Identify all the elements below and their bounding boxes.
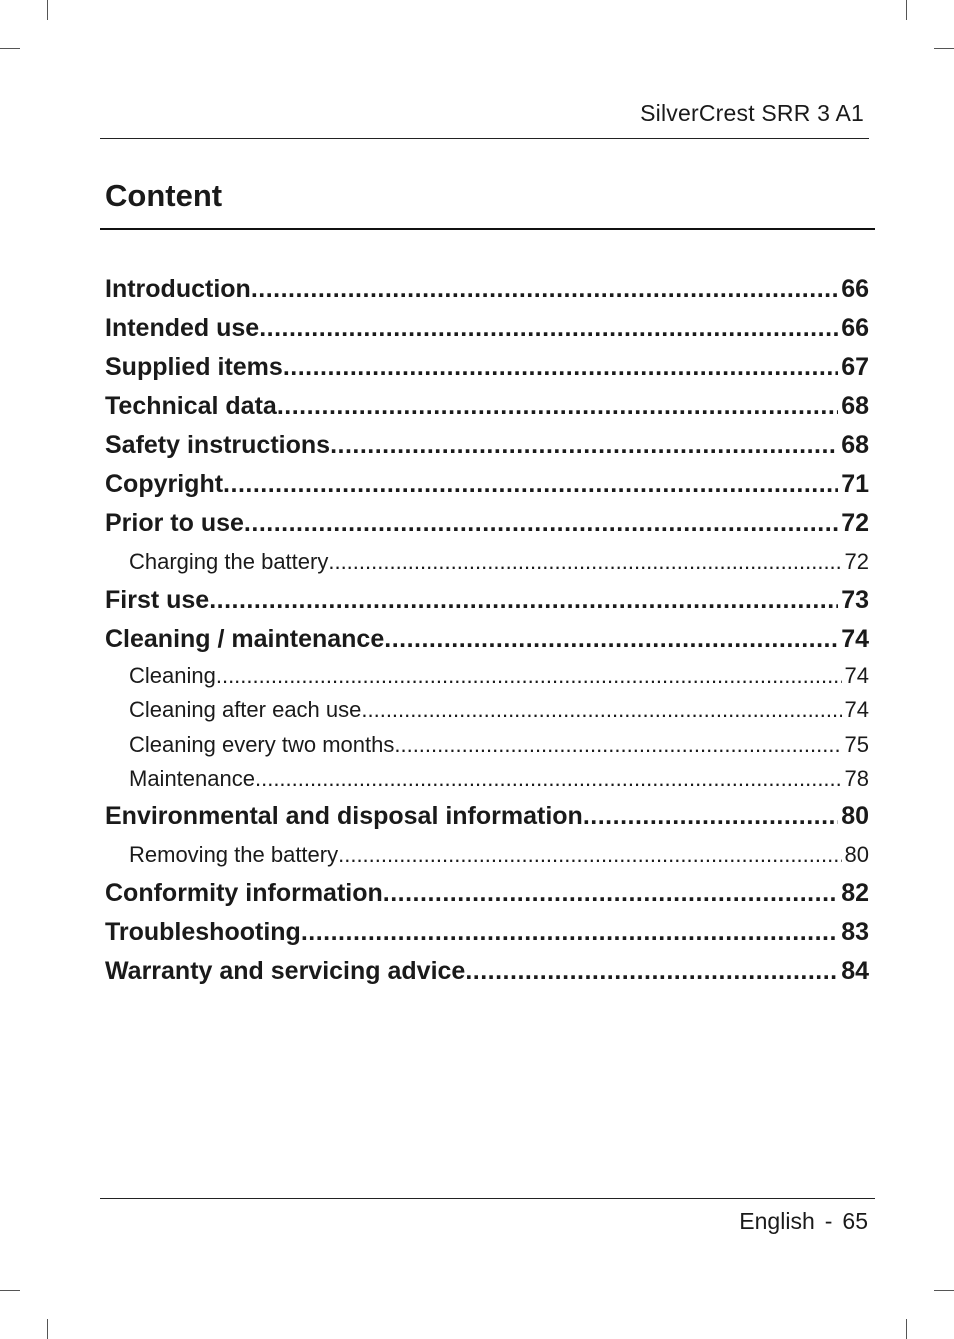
toc-entry[interactable]	[105, 426, 869, 465]
toc-entry-page: 78	[844, 766, 869, 792]
toc-subentry[interactable]	[105, 659, 869, 693]
page-title: Content	[105, 178, 223, 213]
toc-entry-page: 83	[841, 917, 869, 946]
dot-leader	[283, 348, 838, 387]
toc-entry-page: 80	[841, 801, 869, 830]
toc-entry-page: 73	[841, 586, 869, 614]
toc-subentry[interactable]	[105, 543, 869, 581]
toc-entry[interactable]	[105, 797, 869, 836]
toc-entry-label: Troubleshooting	[105, 917, 301, 946]
toc-entry-label: Introduction	[105, 275, 251, 303]
toc-entry[interactable]	[105, 504, 869, 543]
dot-leader	[244, 504, 838, 543]
toc-entry[interactable]	[105, 952, 869, 991]
toc-entry-label: Conformity information	[105, 878, 383, 907]
dot-leader	[328, 543, 841, 581]
toc-entry-page: 74	[844, 697, 869, 723]
toc-entry-page: 68	[841, 431, 869, 459]
crop-mark	[934, 1290, 954, 1291]
dot-leader	[223, 465, 838, 504]
toc-entry-label: Cleaning every two months	[129, 731, 395, 757]
page-number: 65	[842, 1208, 868, 1234]
dot-leader	[583, 797, 838, 836]
dot-leader	[394, 728, 841, 762]
toc-entry-page: 72	[841, 509, 869, 537]
dot-leader	[259, 309, 838, 348]
toc-entry-page: 67	[841, 353, 869, 381]
toc-entry-page: 74	[841, 625, 869, 653]
toc-entry[interactable]	[105, 309, 869, 348]
toc-subentry[interactable]	[105, 693, 869, 727]
footer-separator: -	[824, 1208, 833, 1234]
toc-entry-label: Technical data	[105, 392, 277, 420]
toc-entry[interactable]	[105, 913, 869, 952]
crop-mark	[906, 0, 907, 20]
toc-entry-label: Warranty and servicing advice	[105, 956, 466, 985]
dot-leader	[465, 952, 838, 991]
toc-entry-label: Supplied items	[105, 353, 283, 381]
toc-entry[interactable]	[105, 348, 869, 387]
toc-entry-label: Copyright	[105, 470, 224, 498]
toc-entry-label: Environmental and disposal information	[105, 801, 583, 830]
crop-mark	[934, 48, 954, 49]
table-of-contents	[105, 270, 869, 991]
crop-mark	[0, 48, 20, 49]
page-footer	[739, 1208, 868, 1235]
toc-subentry[interactable]	[105, 728, 869, 762]
dot-leader	[338, 836, 841, 874]
toc-entry-label: First use	[105, 586, 210, 614]
toc-entry-label: Cleaning	[129, 663, 216, 688]
toc-subentry[interactable]	[105, 762, 869, 796]
toc-entry[interactable]	[105, 581, 869, 620]
toc-entry[interactable]	[105, 620, 869, 659]
toc-subentry[interactable]	[105, 836, 869, 874]
toc-entry-label: Removing the battery	[129, 841, 339, 867]
dot-leader	[255, 762, 842, 796]
toc-entry-label: Safety instructions	[105, 431, 331, 459]
toc-entry-label: Intended use	[105, 314, 260, 342]
toc-entry-page: 66	[841, 314, 869, 342]
toc-entry-page: 72	[844, 549, 869, 574]
toc-entry[interactable]	[105, 387, 869, 426]
toc-entry[interactable]	[105, 465, 869, 504]
toc-entry-label: Prior to use	[105, 509, 244, 537]
toc-entry[interactable]	[105, 874, 869, 913]
dot-leader	[301, 913, 838, 952]
toc-entry-page: 66	[841, 275, 869, 303]
toc-entry-page: 68	[841, 392, 869, 420]
dot-leader	[330, 426, 838, 465]
crop-mark	[906, 1319, 907, 1339]
dot-leader	[383, 874, 838, 913]
dot-leader	[361, 693, 841, 727]
crop-mark	[47, 1319, 48, 1339]
toc-entry-page: 82	[841, 878, 869, 907]
footer-divider	[100, 1198, 875, 1199]
toc-entry-page: 71	[841, 470, 869, 498]
dot-leader	[209, 581, 838, 620]
toc-entry-page: 74	[844, 663, 869, 688]
dot-leader	[277, 387, 838, 426]
toc-entry-page: 75	[844, 731, 869, 757]
toc-entry[interactable]	[105, 270, 869, 309]
title-divider	[100, 228, 875, 230]
footer-language: English	[739, 1208, 815, 1234]
dot-leader	[216, 659, 842, 693]
toc-entry-label: Charging the battery	[129, 549, 329, 574]
dot-leader	[384, 620, 838, 659]
header-divider	[100, 138, 869, 139]
crop-mark	[0, 1290, 20, 1291]
toc-entry-page: 84	[841, 956, 869, 985]
running-header: SilverCrest SRR 3 A1	[640, 100, 864, 126]
toc-entry-label: Maintenance	[129, 766, 255, 792]
toc-entry-page: 80	[844, 841, 869, 867]
toc-entry-label: Cleaning / maintenance	[105, 625, 385, 653]
crop-mark	[47, 0, 48, 20]
toc-entry-label: Cleaning after each use	[129, 697, 362, 723]
dot-leader	[251, 270, 838, 309]
